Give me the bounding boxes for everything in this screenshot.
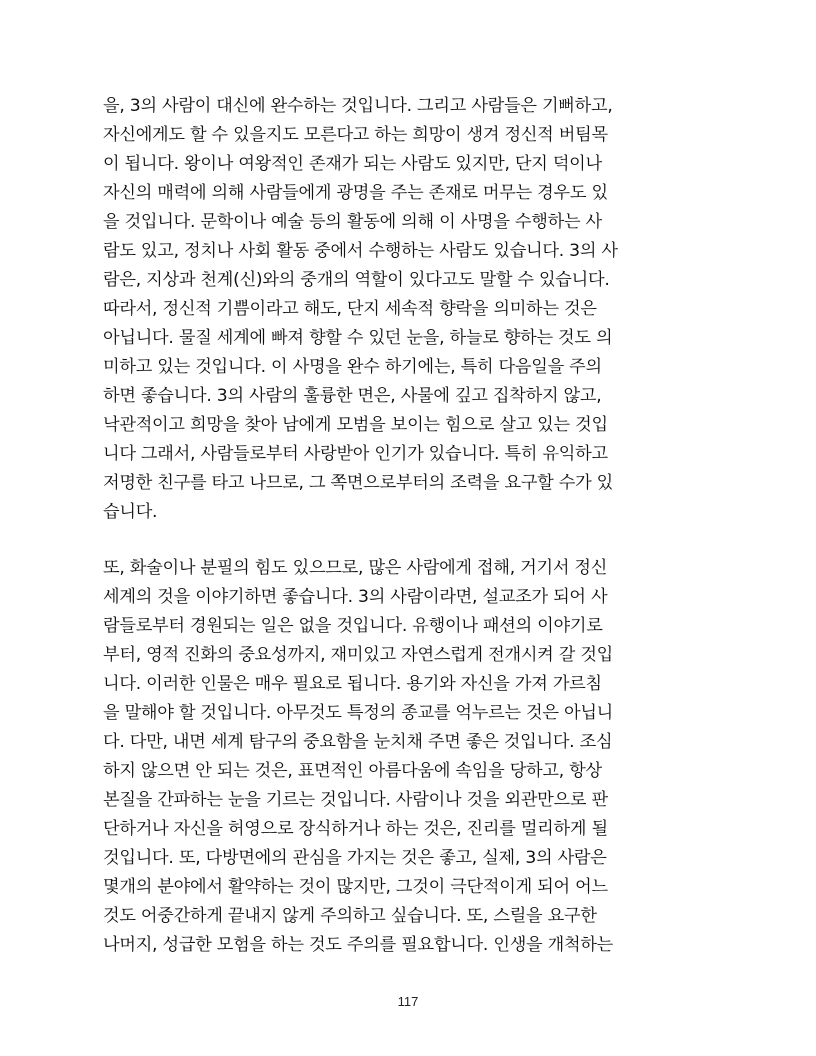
text-line: 을 말해야 할 것입니다. 아무것도 특정의 종교를 억누르는 것은 아닙니 (103, 703, 614, 723)
text-line: 이 됩니다. 왕이나 여왕적인 존재가 되는 사람도 있지만, 단지 덕이나 (103, 154, 602, 174)
paragraph-1 (103, 92, 723, 527)
paragraph-spacer (103, 527, 723, 554)
text-line: 을, 3의 사람이 대신에 완수하는 것입니다. 그리고 사람들은 기뻐하고, (103, 96, 613, 116)
text-line: 을 것입니다. 문학이나 예술 등의 활동에 의해 이 사명을 수행하는 사 (103, 212, 602, 232)
text-line: 자신에게도 할 수 있을지도 모른다고 하는 희망이 생겨 정신적 버팀목 (103, 125, 608, 145)
page-number: 117 (397, 994, 419, 1009)
text-line: 아닙니다. 물질 세계에 빠져 향할 수 있던 눈을, 하늘로 향하는 것도 의 (103, 328, 613, 348)
text-line: 부터, 영적 진화의 중요성까지, 재미있고 자연스럽게 전개시켜 갈 것입 (103, 645, 614, 665)
text-line: 따라서, 정신적 기쁨이라고 해도, 단지 세속적 향락을 의미하는 것은 (103, 299, 597, 319)
body-text (103, 92, 723, 960)
paragraph-2 (103, 554, 723, 960)
text-line: 것도 어중간하게 끝내지 않게 주의하고 싶습니다. 또, 스릴을 요구한 (103, 906, 597, 926)
text-line: 몇개의 분야에서 활약하는 것이 많지만, 그것이 극단적이게 되어 어느 (103, 877, 608, 897)
text-line: 자신의 매력에 의해 사람들에게 광명을 주는 존재로 머무는 경우도 있 (103, 183, 608, 203)
text-line: 단하거나 자신을 허영으로 장식하거나 하는 것은, 진리를 멀리하게 될 (103, 819, 608, 839)
text-line: 하지 않으면 안 되는 것은, 표면적인 아름다움에 속임을 당하고, 항상 (103, 761, 602, 781)
text-line: 니다. 이러한 인물은 매우 필요로 됩니다. 용기와 자신을 가져 가르침 (103, 674, 602, 694)
text-line: 습니다. (103, 502, 158, 522)
text-line: 니다 그래서, 사람들로부터 사랑받아 인기가 있습니다. 특히 유익하고 (103, 444, 608, 464)
text-line: 다. 다만, 내면 세계 탐구의 중요함을 눈치채 주면 좋은 것입니다. 조심 (103, 732, 613, 752)
text-line: 또, 화술이나 분필의 힘도 있으므로, 많은 사람에게 접해, 거기서 정신 (103, 558, 608, 578)
text-line: 낙관적이고 희망을 찾아 남에게 모범을 보이는 힘으로 살고 있는 것입 (103, 415, 608, 435)
text-line: 나머지, 성급한 모험을 하는 것도 주의를 필요합니다. 인생을 개척하는 (103, 935, 614, 955)
text-line: 저명한 친구를 타고 나므로, 그 쪽면으로부터의 조력을 요구할 수가 있 (103, 473, 614, 493)
text-line: 미하고 있는 것입니다. 이 사명을 완수 하기에는, 특히 다음일을 주의 (103, 357, 602, 377)
text-line: 람들로부터 경원되는 일은 없을 것입니다. 유행이나 패션의 이야기로 (103, 616, 603, 636)
text-line: 하면 좋습니다. 3의 사람의 훌륭한 면은, 사물에 깊고 집착하지 않고, (103, 386, 602, 406)
text-line: 본질을 간파하는 눈을 기르는 것입니다. 사람이나 것을 외관만으로 판 (103, 790, 608, 810)
text-line: 것입니다. 또, 다방면에의 관심을 가지는 것은 좋고, 실제, 3의 사람은 (103, 848, 607, 868)
text-line: 세계의 것을 이야기하면 좋습니다. 3의 사람이라면, 설교조가 되어 사 (103, 587, 608, 607)
text-line: 람은, 지상과 천계(신)와의 중개의 역할이 있다고도 말할 수 있습니다. (103, 270, 610, 290)
text-line: 람도 있고, 정치나 사회 활동 중에서 수행하는 사람도 있습니다. 3의 사 (103, 241, 618, 261)
